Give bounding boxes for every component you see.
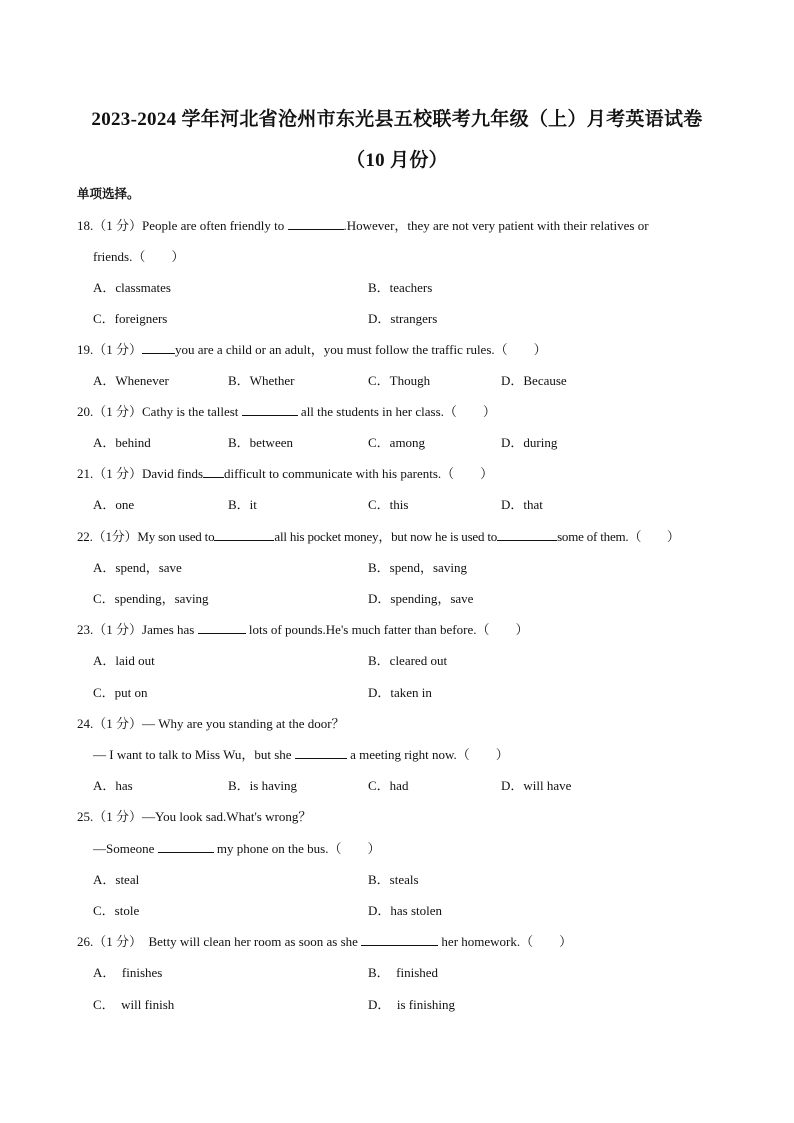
question-number: 19.（1 分）: [77, 342, 143, 357]
answer-blank: [198, 621, 246, 634]
question-24-stem: 24.（1 分）— Why are you standing at the door？: [77, 716, 345, 731]
answer-blank: [295, 746, 347, 759]
option-a: A．spend，save: [93, 560, 182, 575]
option-b: B．it: [228, 497, 257, 512]
question-18-stem: 18.（1 分）People are often friendly to .However，they are not very patient with their relatives or: [77, 218, 649, 233]
question-20-stem: 20.（1 分）Cathy is the tallest all the students in her class.（ ）: [77, 404, 496, 419]
option-a: A．Whenever: [93, 373, 169, 388]
answer-blank: [142, 341, 175, 354]
question-number: 25.（1 分）: [77, 809, 143, 824]
option-d: D．Because: [501, 373, 567, 388]
option-d: D．will have: [501, 778, 572, 793]
option-c: C．among: [368, 435, 426, 450]
question-18-stem-cont: friends.（ ）: [93, 249, 185, 264]
paper-title: 2023-2024 学年河北省沧州市东光县五校联考九年级（上）月考英语试卷: [91, 109, 703, 130]
option-c: C．foreigners: [93, 311, 168, 326]
option-b: B．cleared out: [368, 653, 448, 668]
question-number: 20.（1 分）: [77, 404, 143, 419]
answer-blank: [214, 528, 274, 541]
answer-blank: [361, 933, 438, 946]
option-b: B．spend，saving: [368, 560, 467, 575]
option-a: A．steal: [93, 872, 140, 887]
question-24-reply: — I want to talk to Miss Wu，but she a meeting right now.（ ）: [93, 747, 509, 762]
option-d: D．has stolen: [368, 903, 443, 918]
option-c: C．had: [368, 778, 409, 793]
option-d: D．that: [501, 497, 543, 512]
option-d: D．strangers: [368, 311, 438, 326]
question-26-stem: 26.（1 分） Betty will clean her room as soon as she her homework.（ ）: [77, 934, 573, 949]
option-b: B．is having: [228, 778, 297, 793]
option-d: D．taken in: [368, 685, 432, 700]
option-b: B．steals: [368, 872, 419, 887]
question-number: 26.（1 分）: [77, 934, 143, 949]
option-a: A．laid out: [93, 653, 155, 668]
question-number: 21.（1 分）: [77, 466, 143, 481]
option-b: B．Whether: [228, 373, 295, 388]
option-c: C．this: [368, 497, 409, 512]
option-b: B． finished: [368, 965, 439, 980]
question-25-reply: —Someone my phone on the bus.（ ）: [93, 841, 381, 856]
option-a: A．behind: [93, 435, 151, 450]
question-22-stem: 22.（1分）My son used to all his pocket money，but now he is used to some of them.（ ）: [77, 529, 680, 544]
option-a: A．classmates: [93, 280, 171, 295]
option-c: C．Though: [368, 373, 431, 388]
answer-blank: [158, 840, 214, 853]
option-c: C．stole: [93, 903, 140, 918]
section-heading: 单项选择。: [77, 187, 140, 201]
option-d: D． is finishing: [368, 997, 456, 1012]
question-21-stem: 21.（1 分）David finds difficult to communicate with his parents.（ ）: [77, 466, 494, 481]
question-number: 18.（1 分）: [77, 218, 143, 233]
option-c: C．put on: [93, 685, 148, 700]
answer-blank: [288, 217, 344, 230]
paper-subtitle: （10 月份）: [346, 150, 448, 171]
option-a: A．has: [93, 778, 133, 793]
option-b: B．between: [228, 435, 293, 450]
option-b: B．teachers: [368, 280, 433, 295]
option-c: C．spending，saving: [93, 591, 209, 606]
option-c: C． will finish: [93, 997, 175, 1012]
option-a: A．one: [93, 497, 135, 512]
question-19-stem: 19.（1 分） you are a child or an adult，you must follow the traffic rules.（ ）: [77, 342, 547, 357]
option-d: D．spending，save: [368, 591, 474, 606]
answer-blank: [203, 465, 224, 478]
question-25-stem: 25.（1 分）—You look sad.What's wrong？: [77, 809, 312, 824]
question-number: 22.（1分）: [77, 529, 138, 544]
question-number: 23.（1 分）: [77, 622, 143, 637]
option-a: A． finishes: [93, 965, 163, 980]
question-number: 24.（1 分）: [77, 716, 143, 731]
answer-blank: [242, 403, 298, 416]
question-23-stem: 23.（1 分）James has lots of pounds.He's much fatter than before.（ ）: [77, 622, 529, 637]
option-d: D．during: [501, 435, 558, 450]
answer-blank: [497, 528, 557, 541]
